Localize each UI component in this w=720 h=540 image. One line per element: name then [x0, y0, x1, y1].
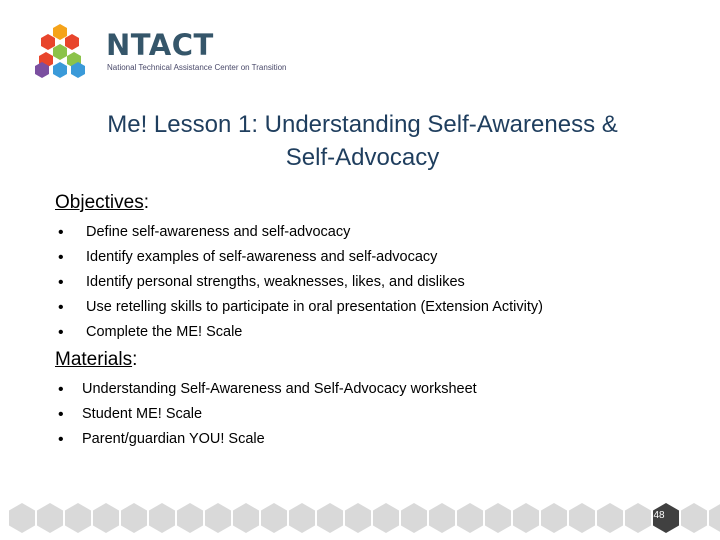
objective-text: Identify examples of self-awareness and self-advocacy	[86, 249, 438, 265]
materials-heading-text: Materials	[55, 349, 133, 370]
logo-tagline: National Technical Assistance Center on Transition	[107, 63, 287, 72]
material-text: Understanding Self-Awareness and Self-Advocacy worksheet	[82, 381, 477, 397]
footer-hexagon	[317, 503, 343, 533]
footer-hexagon	[569, 503, 595, 533]
bullet-icon: •	[58, 224, 64, 241]
slide-title: Me! Lesson 1: Understanding Self-Awareness & Self-Advocacy	[107, 111, 618, 171]
objective-text: Define self-awareness and self-advocacy	[86, 224, 351, 240]
bullet-icon: •	[58, 406, 64, 423]
footer-hexagon	[65, 503, 91, 533]
footer-hexagon	[177, 503, 203, 533]
bullet-icon: •	[58, 381, 64, 398]
bullet-icon: •	[58, 274, 64, 291]
objective-text: Identify personal strengths, weaknesses, likes, and dislikes	[86, 274, 465, 290]
footer-hexagon	[93, 503, 119, 533]
materials-heading-colon: :	[132, 349, 138, 370]
bullet-icon: •	[58, 324, 64, 341]
footer-hexagon	[597, 503, 623, 533]
footer-hexagon	[149, 503, 175, 533]
footer-hexagon	[205, 503, 231, 533]
footer-hexagon	[373, 503, 399, 533]
footer-hexagon	[37, 503, 63, 533]
footer-hexagon	[429, 503, 455, 533]
material-text: Parent/guardian YOU! Scale	[82, 431, 265, 447]
objectives-heading-colon: :	[143, 192, 149, 213]
material-text: Student ME! Scale	[82, 406, 203, 422]
footer-hexagon	[709, 503, 720, 533]
footer-hexagon	[513, 503, 539, 533]
footer-hexagon	[681, 503, 707, 533]
page-number: 48	[653, 510, 665, 521]
footer-hexagon	[345, 503, 371, 533]
logo-wordmark: NTACT	[106, 28, 214, 62]
footer-hexagon	[457, 503, 483, 533]
footer-hexagon	[289, 503, 315, 533]
bullet-icon: •	[58, 299, 64, 316]
objectives-heading-text: Objectives	[55, 192, 144, 213]
objective-text: Complete the ME! Scale	[86, 324, 243, 340]
footer-hexagon	[485, 503, 511, 533]
footer-hexagon	[541, 503, 567, 533]
footer-hexagon	[233, 503, 259, 533]
footer-hexagon	[261, 503, 287, 533]
objective-text: Use retelling skills to participate in oral presentation (Extension Activity)	[86, 299, 543, 315]
bullet-icon: •	[58, 249, 64, 266]
footer-hexagon-band	[0, 498, 720, 540]
objectives-heading	[55, 192, 149, 214]
materials-heading	[55, 349, 137, 371]
footer-hexagon	[9, 503, 35, 533]
footer-hexagon	[121, 503, 147, 533]
cube-cluster-icon	[34, 22, 104, 82]
footer-hexagon	[401, 503, 427, 533]
ntact-logo	[34, 22, 294, 82]
bullet-icon: •	[58, 431, 64, 448]
